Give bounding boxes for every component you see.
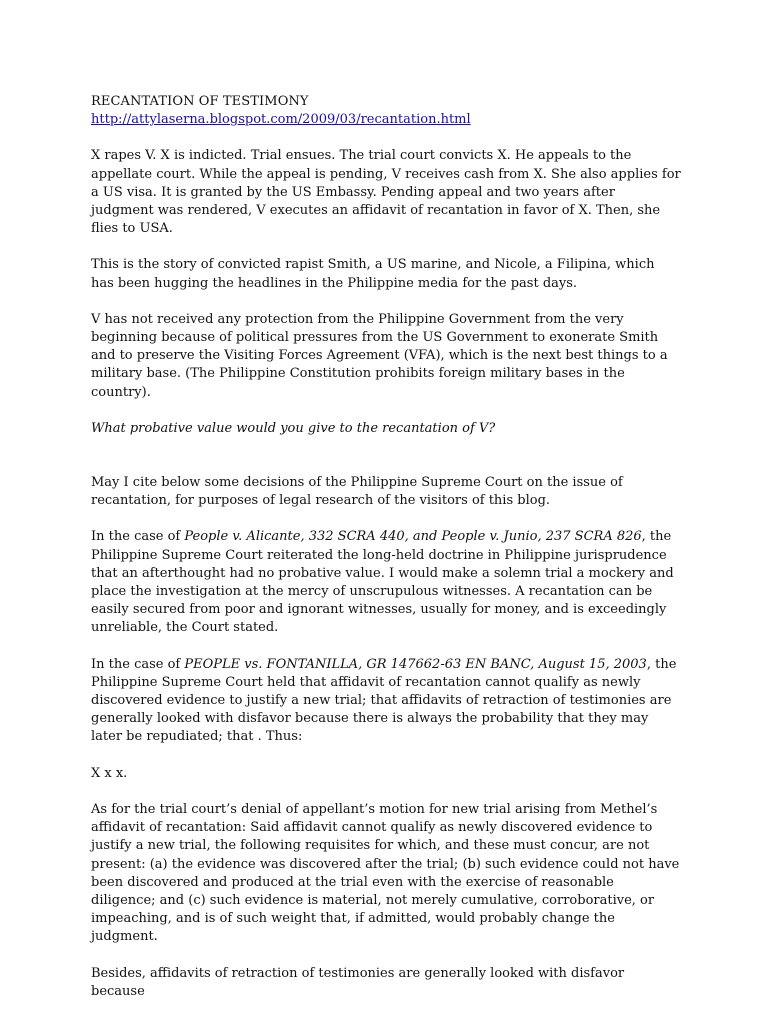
paragraph-decisions-intro: May I cite below some decisions of the Philippine Supreme Court on the issue of recantation, for purposes of legal research of the visitors of this blog.: [91, 475, 623, 509]
paragraph-besides: Besides, affidavits of retraction of testimonies are generally looked with disfavor because: [91, 965, 625, 999]
question-text: What probative value would you give to the recantation of V?: [91, 420, 496, 436]
case-citation-fontanilla: PEOPLE vs. FONTANILLA, GR 147662-63 EN BANC, August 15, 2003: [184, 656, 647, 672]
paragraph-scenario: X rapes V. X is indicted. Trial ensues. The trial court convicts X. He appeals to the appellate court. While the appeal is pending, V receives cash from X. She also applies for a US visa. It is granted by the US Embassy. Pending appeal and two years after judgment was rendered, V executes an affidavit of recantation in favor of X. Then, she flies to USA.: [91, 148, 681, 237]
paragraph-requisites: As for the trial court’s denial of appellant’s motion for new trial arising from Methel’s affidavit of recantation: Said affidavit cannot qualify as newly discovered evidence to justify a new trial, the following requisites for which, and these must concur, are not present: (a) the evidence was discovered after the trial; (b) such evidence could not have been discovered and produced at the trial even with the exercise of reasonable diligence; and (c) such evidence is material, not merely cumulative, corroborative, or impeaching, and is of such weight that, if admitted, would probably change the judgment.: [91, 801, 680, 945]
paragraph-story: This is the story of convicted rapist Smith, a US marine, and Nicole, a Filipina, which has been hugging the headlines in the Philippine media for the past days.: [91, 257, 655, 291]
paragraph-fontanilla-intro: In the case of: [91, 656, 185, 672]
paragraph-fontanilla: [91, 656, 681, 747]
paragraph-fontanilla-body: , the Philippine Supreme Court held that affidavit of recantation cannot qualify as newly discovered evidence to justify a new trial; that affidavits of retraction of testimonies are generally looked with disfavor because there is always the probability that they may later be repudiated; that . Thus:: [91, 656, 677, 745]
paragraph-alicante-intro: In the case of: [91, 529, 185, 545]
source-link[interactable]: http://attylaserna.blogspot.com/2009/03/recantation.html: [91, 112, 471, 128]
case-citation-alicante: People v. Alicante, 332 SCRA 440, and People v. Junio, 237 SCRA 826: [184, 529, 642, 545]
document-page: [91, 93, 681, 1001]
paragraph-xxx: X x x.: [91, 765, 128, 781]
document-title: RECANTATION OF TESTIMONY: [91, 94, 309, 109]
paragraph-alicante-body: , the Philippine Supreme Court reiterated the long-held doctrine in Philippine jurisprudence that an afterthought had no probative value. I would make a solemn trial a mockery and place the investigation at the mercy of unscrupulous witnesses. A recantation can be easily secured from poor and ignorant witnesses, usually for money, and is exceedingly unreliable, the Court stated.: [91, 529, 674, 636]
paragraph-protection: V has not received any protection from the Philippine Government from the very beginning because of political pressures from the US Government to exonerate Smith and to preserve the Visiting Forces Agreement (VFA), which is the next best things to a military base. (The Philippine Constitution prohibits foreign military bases in the country).: [91, 311, 668, 400]
paragraph-alicante: [91, 528, 681, 637]
